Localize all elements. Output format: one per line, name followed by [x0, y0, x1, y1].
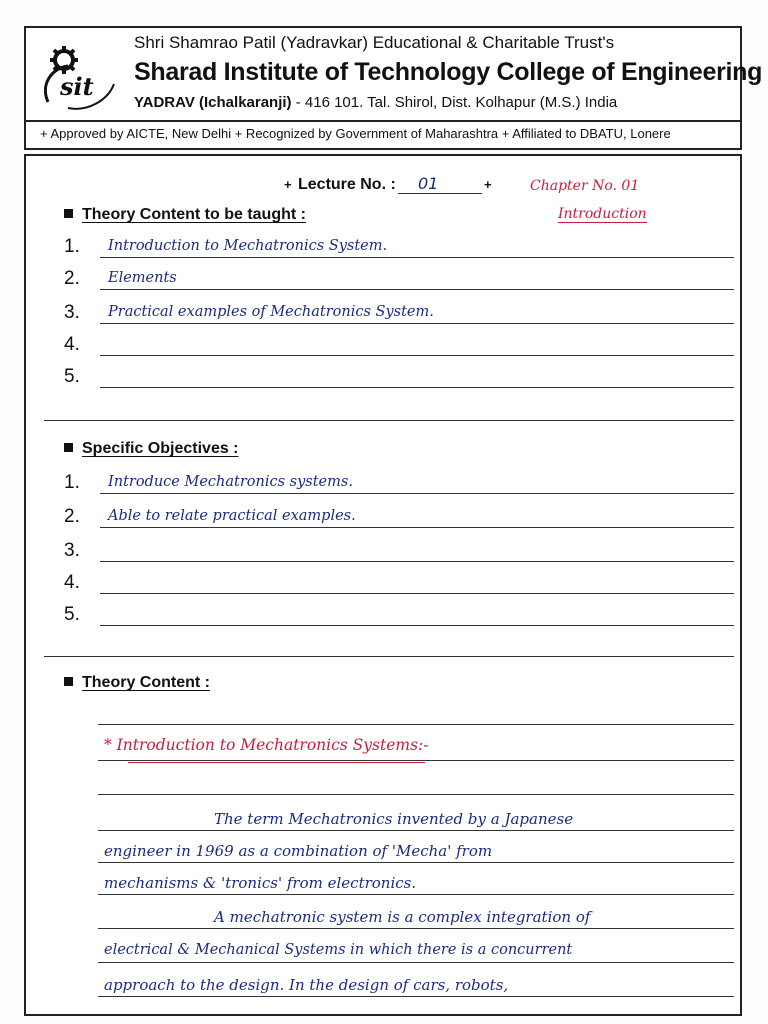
write-line	[98, 862, 734, 863]
bullet-square-icon	[64, 677, 73, 686]
list-item	[64, 262, 734, 292]
write-line	[98, 830, 734, 831]
item-number: 1.	[64, 472, 80, 493]
lecture-plus-right: +	[484, 177, 492, 192]
write-line	[98, 760, 734, 761]
objectives-title: Specific Objectives :	[82, 440, 239, 457]
item-number: 5.	[64, 604, 80, 625]
trust-name: Shri Shamrao Patil (Yadravkar) Educational & Charitable Trust's	[134, 33, 615, 52]
write-line	[100, 289, 734, 290]
write-line	[100, 355, 734, 356]
lecture-label: Lecture No. :	[298, 176, 396, 193]
bullet-square-icon	[64, 209, 73, 218]
paragraph-line: A mechatronic system is a complex integration of	[214, 908, 591, 926]
item-text: Elements	[108, 270, 177, 286]
item-number: 1.	[64, 236, 80, 257]
college-name: Sharad Institute of Technology College of Engineering	[134, 58, 763, 86]
paragraph-line: electrical & Mechanical Systems in which there is a concurrent	[104, 942, 573, 958]
list-item	[64, 500, 734, 530]
lecture-number: 01	[398, 174, 482, 194]
write-line	[98, 962, 734, 963]
write-line	[98, 928, 734, 929]
list-item	[64, 466, 734, 496]
write-line	[98, 724, 734, 725]
chapter-number: Chapter No. 01	[530, 178, 640, 194]
write-line	[98, 894, 734, 895]
logo-text: sit	[60, 72, 94, 101]
theory-content-title: Theory Content :	[82, 674, 210, 691]
address-details: - 416 101. Tal. Shirol, Dist. Kolhapur (M.S.) India	[291, 94, 618, 111]
college-logo	[38, 38, 120, 118]
list-item	[64, 296, 734, 326]
write-line	[100, 387, 734, 388]
list-item	[64, 534, 734, 564]
item-text: Introduction to Mechatronics System.	[108, 238, 388, 254]
header-divider	[26, 120, 740, 122]
item-number: 4.	[64, 572, 80, 593]
item-text: Introduce Mechatronics systems.	[108, 474, 353, 490]
theory-content-heading	[64, 674, 210, 692]
theory-to-teach-title: Theory Content to be taught :	[82, 206, 306, 223]
list-item	[64, 328, 734, 358]
item-number: 2.	[64, 268, 80, 289]
college-letterhead	[24, 26, 763, 150]
address-town: YADRAV (Ichalkaranji)	[134, 94, 292, 111]
section-divider	[44, 420, 734, 421]
list-item	[64, 566, 734, 596]
paragraph-line: mechanisms & 'tronics' from electronics.	[104, 874, 417, 892]
paragraph-line: approach to the design. In the design of cars, robots,	[104, 976, 509, 994]
objectives-heading	[64, 440, 239, 458]
item-number: 3.	[64, 302, 80, 323]
list-item	[64, 598, 734, 628]
write-line	[100, 257, 734, 258]
item-text: Able to relate practical examples.	[108, 508, 356, 524]
write-line	[100, 527, 734, 528]
paragraph-line: engineer in 1969 as a combination of 'Mecha' from	[104, 842, 493, 860]
write-line	[100, 561, 734, 562]
item-text: Practical examples of Mechatronics System.	[108, 304, 434, 320]
write-line	[100, 493, 734, 494]
lecture-content-box	[24, 154, 742, 1016]
chapter-title: Introduction	[558, 206, 647, 222]
write-line	[100, 593, 734, 594]
write-line	[98, 996, 734, 997]
topic-heading-text: * Introduction to Mechatronics Systems:-	[104, 736, 429, 754]
item-number: 3.	[64, 540, 80, 561]
write-line	[98, 794, 734, 795]
item-number: 4.	[64, 334, 80, 355]
gear-icon	[50, 46, 78, 74]
write-line	[100, 323, 734, 324]
section-divider	[44, 656, 734, 657]
item-number: 5.	[64, 366, 80, 387]
bullet-square-icon	[64, 443, 73, 452]
list-item	[64, 360, 734, 390]
college-address	[134, 94, 617, 111]
item-number: 2.	[64, 506, 80, 527]
theory-to-teach-heading	[64, 206, 306, 224]
lecture-plus-left: +	[284, 177, 292, 192]
topic-heading	[104, 736, 429, 754]
approvals-line: + Approved by AICTE, New Delhi + Recognized by Government of Maharashtra + Affiliated to DBATU, Lonere	[40, 126, 671, 141]
paragraph-line: The term Mechatronics invented by a Japanese	[214, 810, 574, 828]
write-line	[100, 625, 734, 626]
list-item	[64, 230, 734, 260]
